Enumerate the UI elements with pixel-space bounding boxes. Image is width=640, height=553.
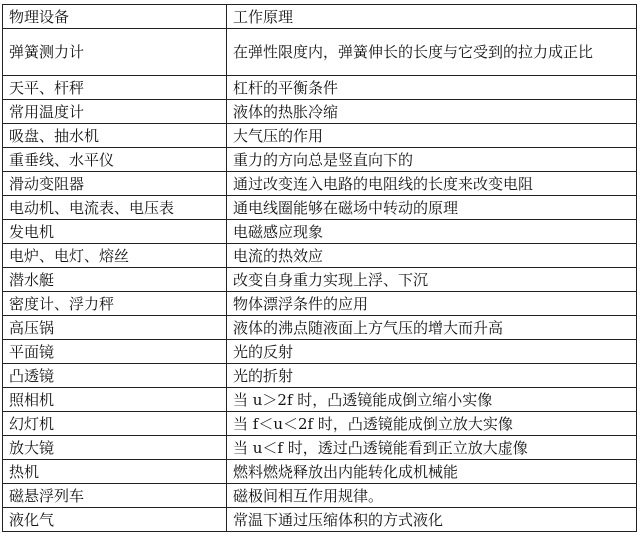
table-row	[3, 412, 637, 436]
table-row	[3, 148, 637, 172]
device-cell: 密度计、浮力秤	[3, 292, 227, 316]
table-row	[3, 316, 637, 340]
table-row	[3, 268, 637, 292]
device-cell: 弹簧测力计	[3, 29, 227, 76]
device-cell: 电动机、电流表、电压表	[3, 196, 227, 220]
principle-cell: 当 u＞2f 时，凸透镜能成倒立缩小实像	[227, 388, 637, 412]
principle-cell: 常温下通过压缩体积的方式液化	[227, 508, 637, 532]
device-cell: 潜水艇	[3, 268, 227, 292]
table-row	[3, 340, 637, 364]
principle-cell: 改变自身重力实现上浮、下沉	[227, 268, 637, 292]
device-cell: 平面镜	[3, 340, 227, 364]
principle-cell: 通过改变连入电路的电阻线的长度来改变电阻	[227, 172, 637, 196]
table-row	[3, 484, 637, 508]
principle-cell: 通电线圈能够在磁场中转动的原理	[227, 196, 637, 220]
device-cell: 吸盘、抽水机	[3, 124, 227, 148]
device-cell: 液化气	[3, 508, 227, 532]
principle-cell: 杠杆的平衡条件	[227, 76, 637, 100]
principle-cell: 燃料燃烧释放出内能转化成机械能	[227, 460, 637, 484]
principle-cell: 在弹性限度内，弹簧伸长的长度与它受到的拉力成正比	[227, 29, 637, 76]
device-cell: 幻灯机	[3, 412, 227, 436]
principle-cell: 当 u＜f 时，透过凸透镜能看到正立放大虚像	[227, 436, 637, 460]
device-cell: 凸透镜	[3, 364, 227, 388]
table-row	[3, 29, 637, 76]
table-row	[3, 172, 637, 196]
physics-principles-table	[2, 4, 637, 532]
table-row	[3, 244, 637, 268]
table-row	[3, 292, 637, 316]
table-header-row	[3, 5, 637, 29]
table-row	[3, 100, 637, 124]
principle-cell: 电流的热效应	[227, 244, 637, 268]
principle-cell: 重力的方向总是竖直向下的	[227, 148, 637, 172]
device-cell: 重垂线、水平仪	[3, 148, 227, 172]
device-cell: 热机	[3, 460, 227, 484]
device-cell: 发电机	[3, 220, 227, 244]
device-cell: 高压锅	[3, 316, 227, 340]
principle-cell: 物体漂浮条件的应用	[227, 292, 637, 316]
principle-cell: 光的反射	[227, 340, 637, 364]
table-row	[3, 364, 637, 388]
principle-cell: 当 f＜u＜2f 时，凸透镜能成倒立放大实像	[227, 412, 637, 436]
device-cell: 滑动变阻器	[3, 172, 227, 196]
table-row	[3, 460, 637, 484]
principle-cell: 大气压的作用	[227, 124, 637, 148]
principle-cell: 磁极间相互作用规律。	[227, 484, 637, 508]
device-cell: 磁悬浮列车	[3, 484, 227, 508]
table-row	[3, 196, 637, 220]
principle-cell: 液体的热胀冷缩	[227, 100, 637, 124]
header-principle: 工作原理	[227, 5, 637, 29]
table-row	[3, 124, 637, 148]
device-cell: 常用温度计	[3, 100, 227, 124]
device-cell: 天平、杆秤	[3, 76, 227, 100]
table-row	[3, 436, 637, 460]
table-row	[3, 508, 637, 532]
device-cell: 电炉、电灯、熔丝	[3, 244, 227, 268]
table-row	[3, 220, 637, 244]
device-cell: 放大镜	[3, 436, 227, 460]
principle-cell: 液体的沸点随液面上方气压的增大而升高	[227, 316, 637, 340]
device-cell: 照相机	[3, 388, 227, 412]
header-device: 物理设备	[3, 5, 227, 29]
table-row	[3, 388, 637, 412]
principle-cell: 光的折射	[227, 364, 637, 388]
principle-cell: 电磁感应现象	[227, 220, 637, 244]
table-row	[3, 76, 637, 100]
